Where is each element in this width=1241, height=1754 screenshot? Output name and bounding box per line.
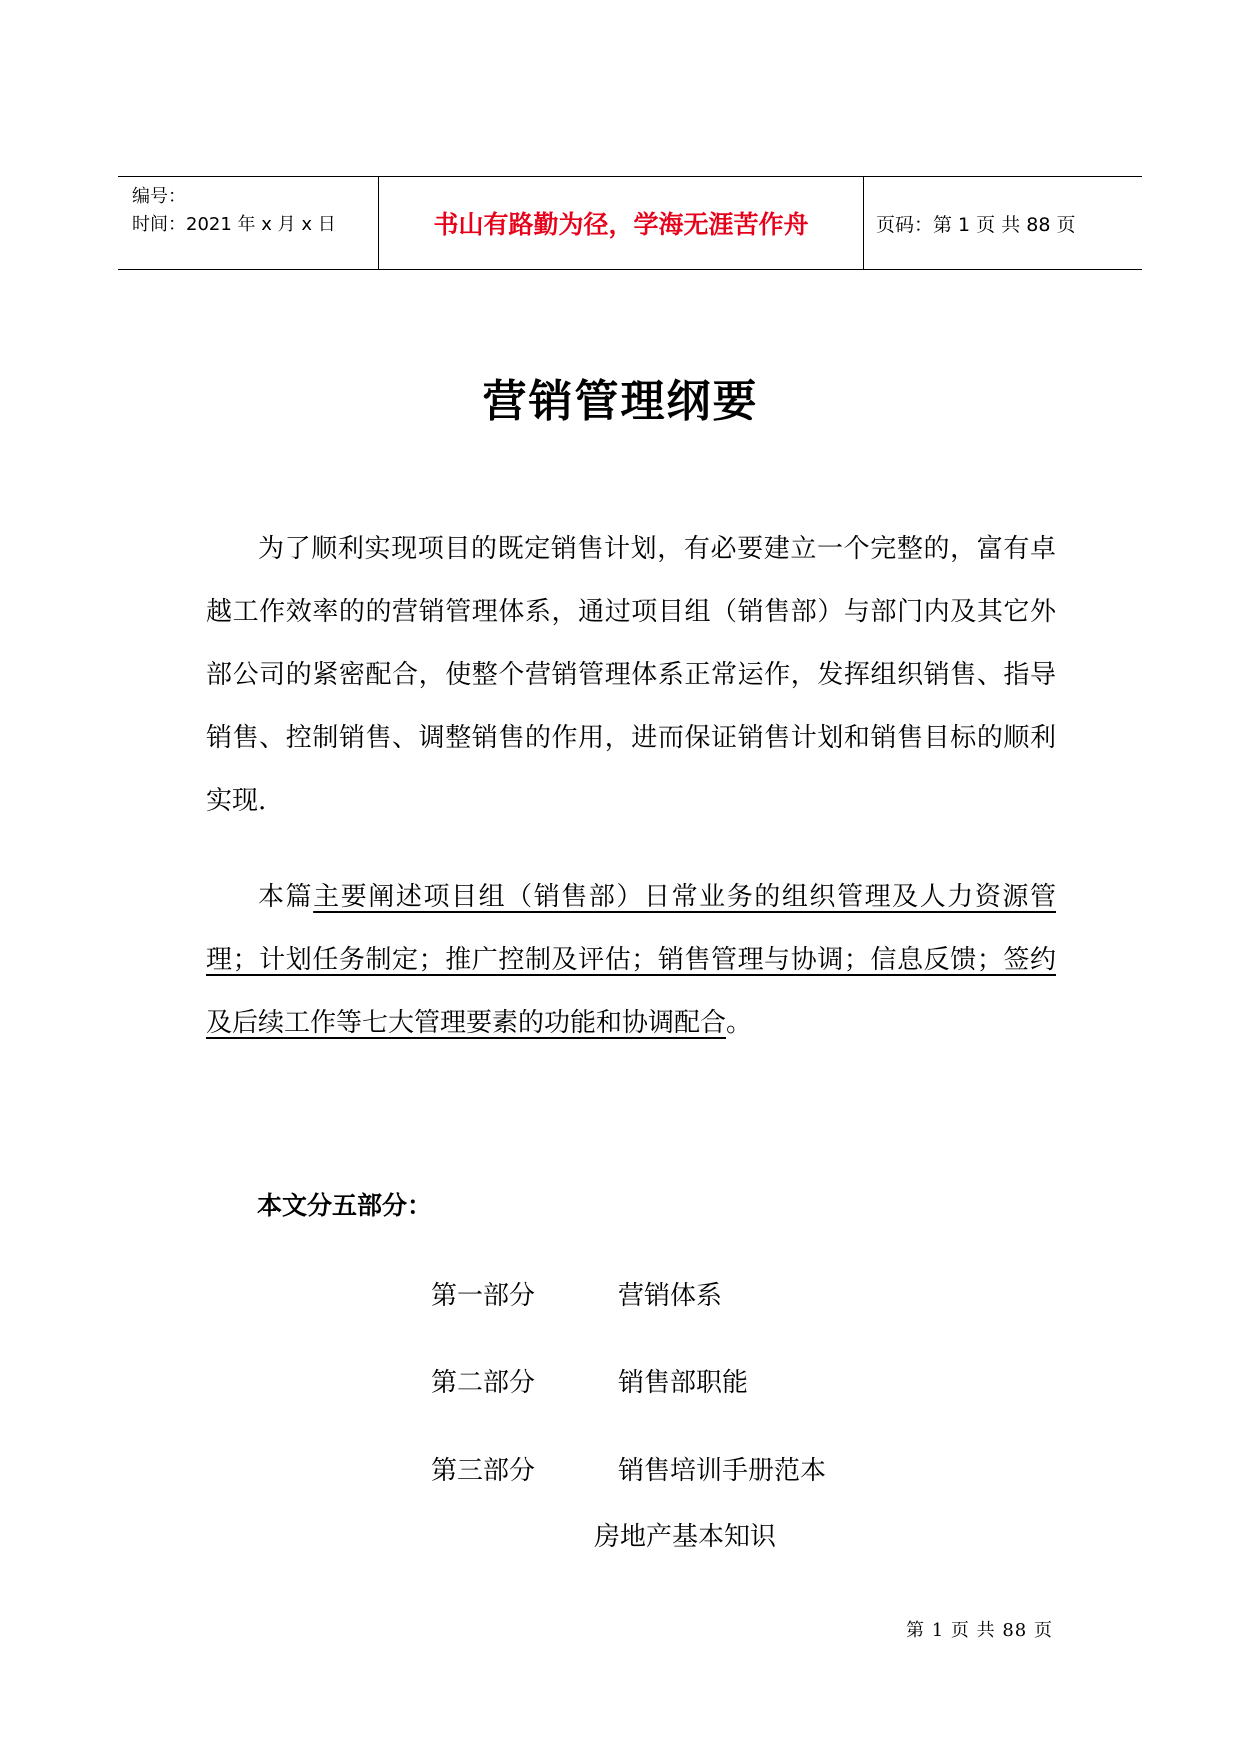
header-page-cell: [864, 177, 1142, 269]
time-label: 时间：2021 年 x 月 x 日: [132, 214, 336, 235]
toc-item-title: 销售培训手册范本: [618, 1456, 827, 1486]
page-footer: 第 1 页 共 88 页: [906, 1620, 1053, 1641]
toc-item-title: 销售部职能: [618, 1368, 749, 1398]
toc-item-label: 第三部分: [431, 1456, 536, 1486]
sections-heading: 本文分五部分：: [257, 1191, 433, 1220]
toc-subitem: 房地产基本知识: [594, 1522, 777, 1552]
number-label: 编号：: [132, 186, 186, 207]
intro-paragraph: 为了顺利实现项目的既定销售计划，有必要建立一个完整的，富有卓越工作效率的的营销管理体系，通过项目组（销售部）与部门内及其它外部公司的紧密配合，使整个营销管理体系正常运作，发挥组织销售、指导销售、控制销售、调整销售的作用，进而保证销售计划和销售目标的顺利实现.: [206, 534, 1056, 816]
motto-text: 书山有路勤为径，学海无涯苦作舟: [433, 210, 809, 239]
header-meta-cell: [118, 177, 379, 269]
scope-underlined-text: 主要阐述项目组（销售部）日常业务的组织管理及人力资源管理；计划任务制定；推广控制及评估；销售管理与协调；信息反馈；签约及后续工作等七大管理要素的功能和协调配合: [206, 882, 1056, 1038]
document-header: [118, 176, 1142, 270]
toc-item-title: 营销体系: [618, 1281, 723, 1311]
toc-item-label: 第二部分: [431, 1368, 536, 1398]
page-info: 页码：第 1 页 共 88 页: [876, 213, 1076, 236]
scope-paragraph: [206, 866, 1056, 1055]
toc-item-label: 第一部分: [431, 1281, 536, 1311]
document-title: 营销管理纲要: [482, 376, 759, 427]
scope-prefix: 本篇: [258, 882, 314, 912]
header-motto-cell: [379, 177, 864, 269]
scope-suffix: 。: [726, 1008, 753, 1038]
